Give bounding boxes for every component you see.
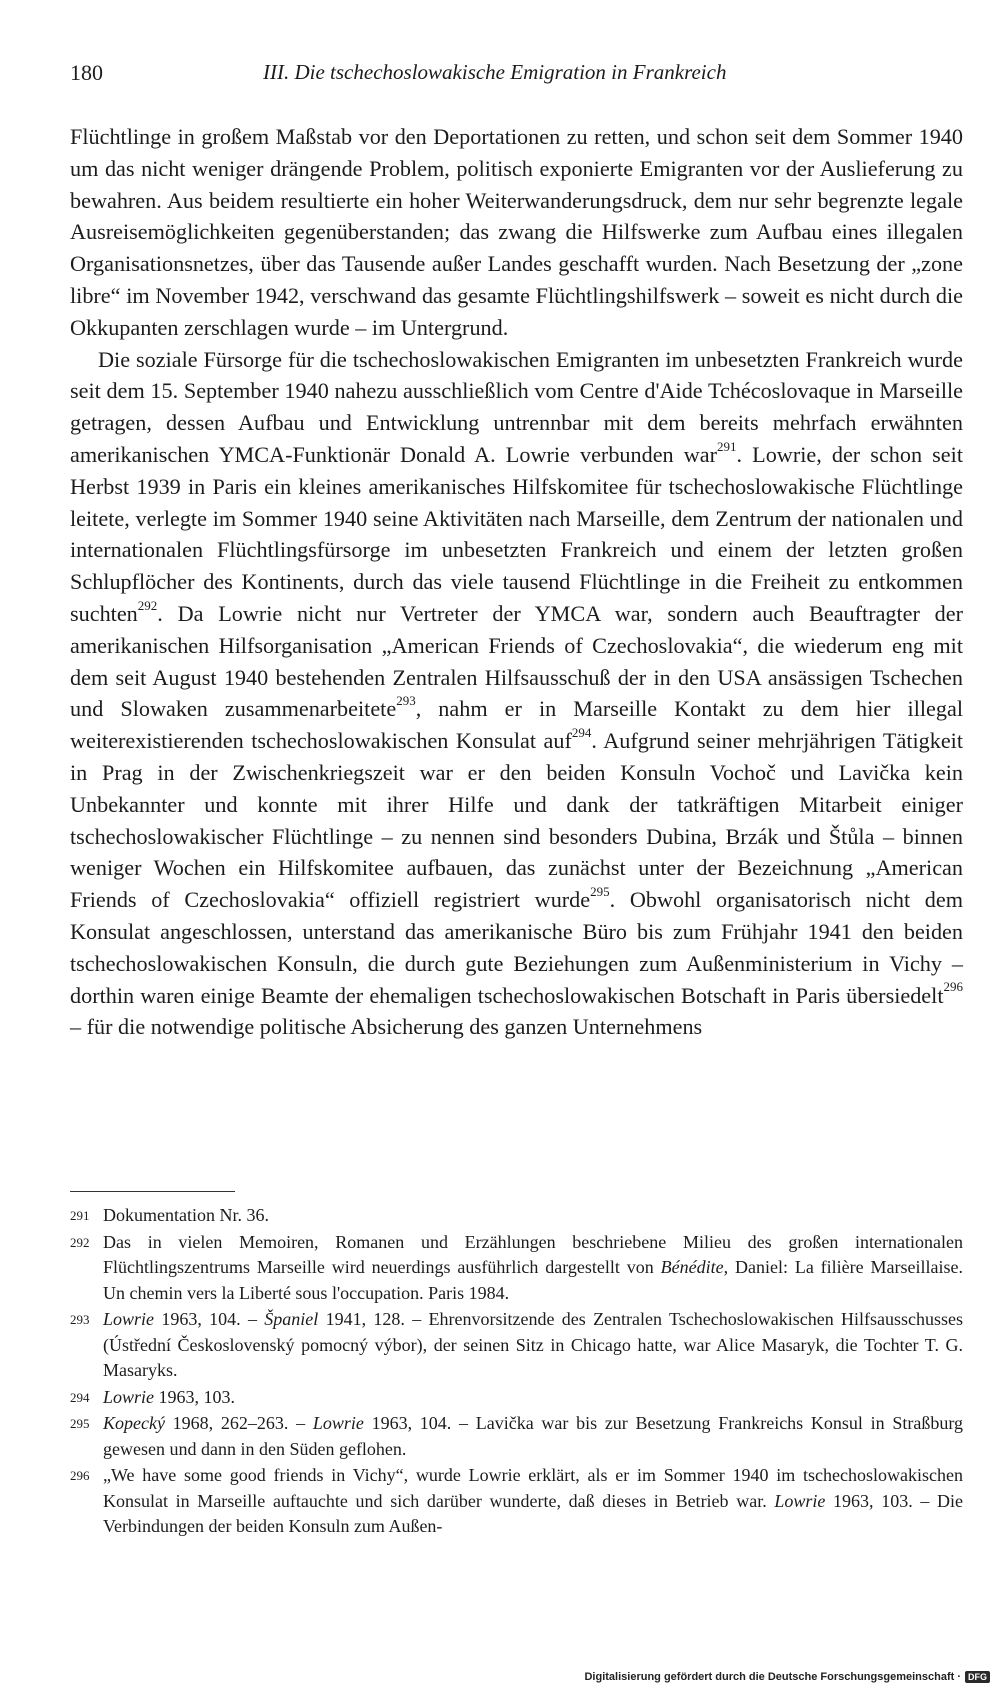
footnote-ref-295[interactable]: 295 [590, 883, 610, 899]
footnote-ref-291[interactable]: 291 [717, 438, 737, 454]
footnote-text: 1963, 104. – [154, 1309, 265, 1329]
footnote-number: 294 [70, 1389, 90, 1405]
footnote-number: 291 [70, 1208, 90, 1223]
footnote-number: 295 [70, 1416, 90, 1431]
footnote-ref-293[interactable]: 293 [396, 692, 416, 708]
credit-text: Digitalisierung gefördert durch die Deutsche Forschungsgemeinschaft · [584, 1671, 961, 1683]
text-run: . Obwohl organisatorisch nicht dem Konsulat angeschlossen, unterstand das amerikanische Büro bis zum Frühjahr 1941 den beiden tschechoslowakischen Konsuln, die durch gute Beziehungen zum Außenministerium in Vichy – dorthin waren einige Beamte der ehemaligen tschechoslowakischen Botschaft in Paris übersiedelt [70, 887, 963, 1008]
footnote-text: Das in vielen Memoiren, Romanen und Erzählungen beschriebene Milieu des großen internationalen Flüchtlingszentrums Marseille wird neuerdings ausführlich dargestellt von [103, 1231, 963, 1277]
footnote-number: 293 [70, 1312, 90, 1327]
footnote-author: Lowrie [103, 1309, 155, 1329]
footnote-text: „We have some good friends in Vichy“, wurde Lowrie erklärt, als er im Sommer 1940 im tschechoslowakischen Konsulat in Marseille auftauchte und sich darüber wunderte, daß dieses in Betrieb war. [103, 1465, 963, 1511]
footnote-text: , Daniel: La filière Marseillaise. Un chemin vers la Liberté sous l'occupation. Paris 1984. [103, 1257, 963, 1303]
footnote-296 [70, 1463, 963, 1540]
footnote-294 [70, 1385, 963, 1411]
page-header [70, 60, 963, 96]
footnote-author: Kopecký [103, 1413, 165, 1433]
footnote-divider [70, 1191, 235, 1192]
footnote-text: Dokumentation Nr. 36. [103, 1205, 269, 1225]
footnote-author: Španiel [264, 1309, 319, 1329]
digitization-credit [584, 1668, 990, 1686]
footnote-author: Lowrie [103, 1386, 155, 1407]
text-run: , nahm er in Marseille Kontakt zu dem hier illegal weiterexistierenden tschechoslowakischen Konsulat auf [70, 696, 964, 754]
footnote-text: 1968, 262–263. – [164, 1413, 313, 1433]
footnote-text: 1963, 104. – Lavička war bis zur Besetzung Frankreichs Konsul in Straßburg gewesen und dann in den Süden geflohen. [103, 1413, 964, 1459]
footnote-author: Lowrie [312, 1413, 364, 1433]
running-title: III. Die tschechoslowakische Emigration in Frankreich [263, 60, 727, 84]
footnote-ref-296[interactable]: 296 [943, 979, 963, 995]
footnote-text: 1963, 103. [154, 1386, 236, 1407]
footnote-author: Lowrie [774, 1490, 826, 1511]
footnote-ref-294[interactable]: 294 [571, 724, 592, 740]
main-text [70, 121, 963, 1043]
page-number: 180 [70, 60, 103, 85]
footnote-text: 1941, 128. – Ehrenvorsitzende des Zentralen Tschechoslowakischen Hilfsausschusses (Ústřední Československý pomocný výbor), der seinen Sitz in Chicago hatte, war Alice Masaryk, die Tochter T. G. Masaryks. [103, 1309, 964, 1380]
text-run: . Lowrie, der schon seit Herbst 1939 in Paris ein kleines amerikanisches Hilfskomitee für tschechoslowakische Flüchtlinge leitete, verlegte im Sommer 1940 seine Aktivitäten nach Marseille, dem Zentrum der nationalen und internationalen Flüchtlingsfürsorge im unbesetzten Frankreich und einem der letzten großen Schlupflöcher des Kontinents, durch das viele tausend Flüchtlinge in die Freiheit zu entkommen suchten [70, 441, 963, 626]
text-run: Die soziale Fürsorge für die tschechoslowakischen Emigranten im unbesetzten Frankreich wurde seit dem 15. September 1940 nahezu ausschließlich vom Centre d'Aide Tchécoslovaque in Marseille getragen, dessen Aufbau und Entwicklung untrennbar mit dem bereits mehrfach erwähnten amerikanischen YMCA-Funktionär Donald A. Lowrie verbunden war [70, 346, 963, 467]
footnote-author: Bénédite [660, 1257, 724, 1277]
paragraph-1: Flüchtlinge in großem Maßstab vor den Deportationen zu retten, und schon seit dem Sommer 1940 um das nicht weniger drängende Problem, politisch exponierte Emigranten vor der Auslieferung zu bewahren. Aus beidem resultierte ein hoher Weiterwanderungsdruck, dem nur sehr begrenzte legale Ausreisemöglichkeiten gegenüberstanden; das zwang die Hilfswerke zum Aufbau eines illegalen Organisationsnetzes, über das Tausende außer Landes geschafft wurden. Nach Besetzung der „zone libre“ im November 1942, verschwand das gesamte Flüchtlingshilfswerk – soweit es nicht durch die Okkupanten zerschlagen wurde – im Untergrund. [70, 124, 963, 340]
text-run: – für die notwendige politische Absicherung des ganzen Unternehmens [70, 1014, 703, 1040]
footnote-295 [70, 1411, 963, 1462]
footnote-text: 1963, 103. – Die Verbindungen der beiden Konsuln zum Außen- [103, 1490, 963, 1536]
footnotes [70, 1203, 963, 1541]
text-run: . Da Lowrie nicht nur Vertreter der YMCA war, sondern auch Beauftragter der amerikanischen Hilfsorganisation „American Friends of Czechoslovakia“, die wiederum eng mit dem seit August 1940 bestehenden Zentralen Hilfsausschuß der in den USA ansässigen Tschechen und Slowaken zusammenarbeitete [70, 600, 963, 722]
footnote-number: 292 [70, 1234, 90, 1250]
footnote-ref-292[interactable]: 292 [137, 597, 158, 613]
paragraph-2 [70, 344, 963, 1044]
footnote-291 [70, 1203, 963, 1229]
footnote-293 [70, 1307, 963, 1384]
footnote-292 [70, 1230, 963, 1307]
footnote-number: 296 [70, 1468, 90, 1483]
text-run: . Aufgrund seiner mehrjährigen Tätigkeit in Prag in der Zwischenkriegszeit war er den beiden Konsuln Vochoč und Lavička kein Unbekannter und konnte mit ihrer Hilfe und dank der tatkräftigen Mitarbeit einiger tschechoslowakischer Flüchtlinge – zu nennen sind besonders Dubina, Brzák und Štůla – binnen weniger Wochen ein Hilfskomitee aufbauen, das zunächst unter der Bezeichnung „American Friends of Czechoslovakia“ offiziell registriert wurde [70, 728, 964, 913]
dfg-logo: DFG [965, 1671, 990, 1683]
